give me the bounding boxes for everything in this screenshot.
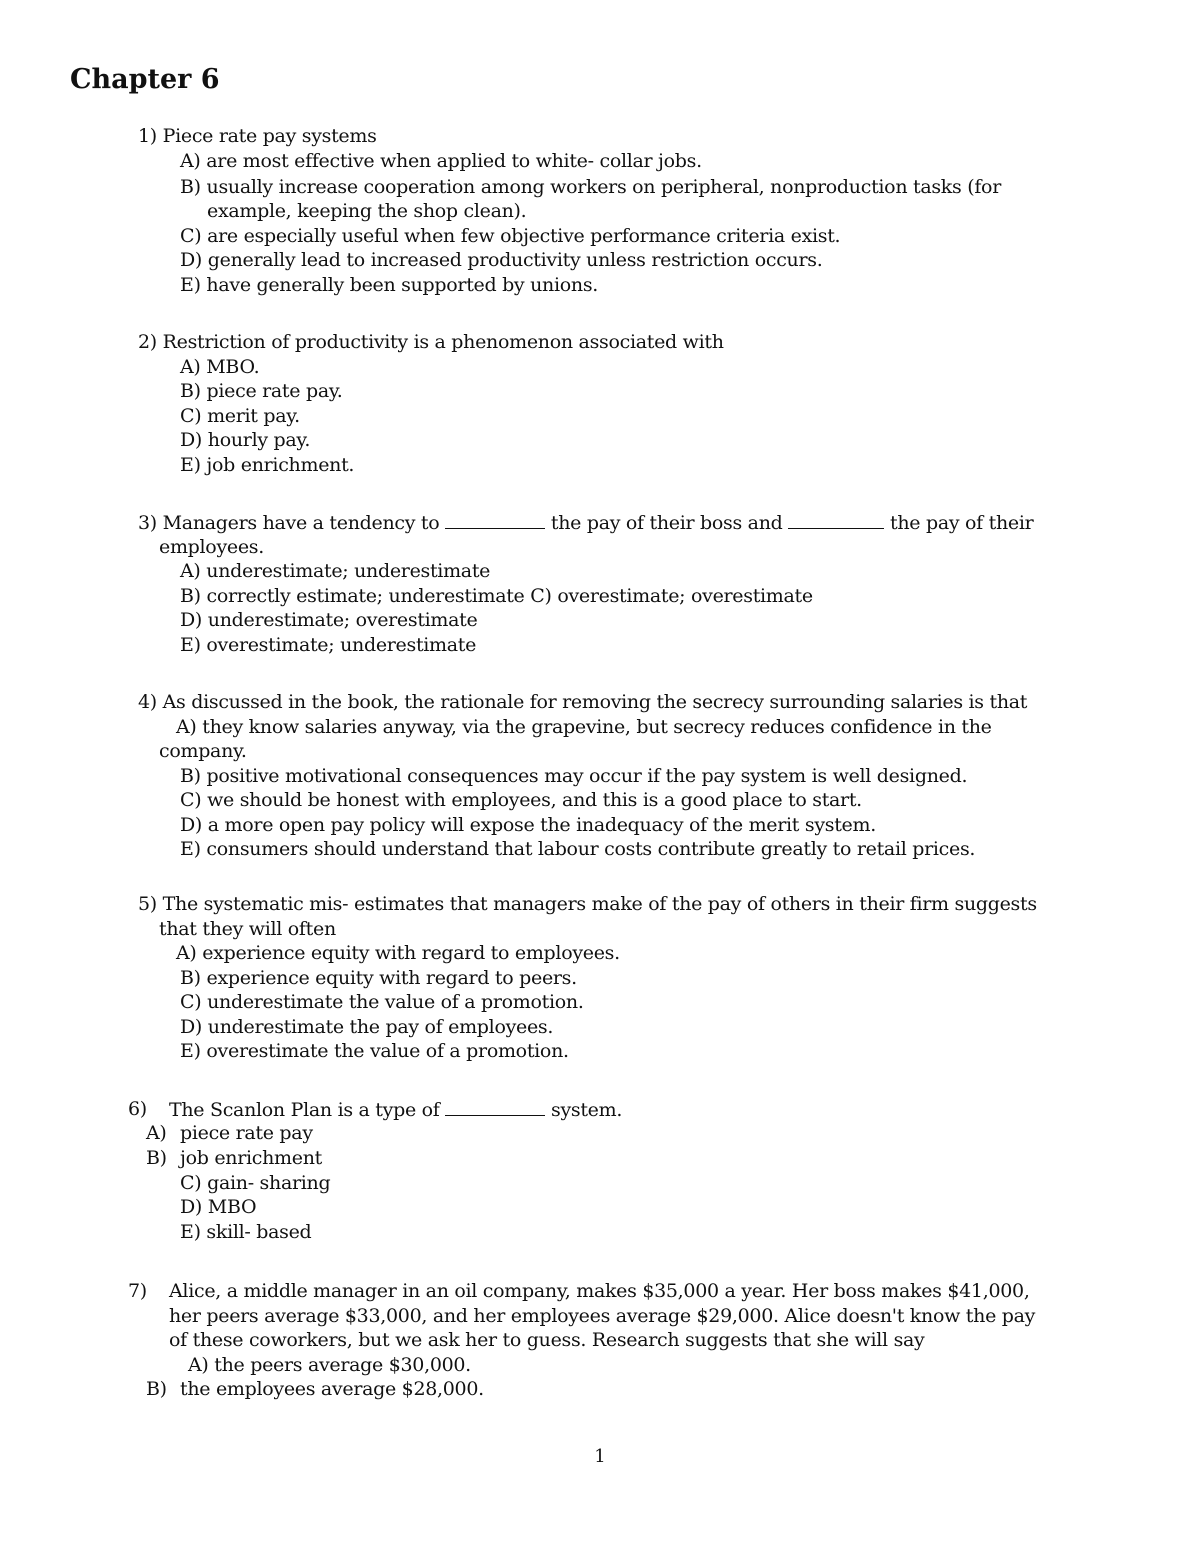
q5-option-c: C) underestimate the value of a promotion. (180, 991, 584, 1013)
q5-stem: 5) The systematic mis- estimates that managers make of the pay of others in their firm suggests (138, 893, 1037, 915)
q7-stem-line1: Alice, a middle manager in an oil company, makes $35,000 a year. Her boss makes $41,000, (169, 1280, 1030, 1302)
q4-option-e: E) consumers should understand that labour costs contribute greatly to retail prices. (180, 838, 976, 860)
q3-option-d: D) underestimate; overestimate (180, 609, 478, 631)
q1-option-c: C) are especially useful when few objective performance criteria exist. (180, 225, 841, 247)
q4-option-b: B) positive motivational consequences may occur if the pay system is well designed. (180, 765, 968, 787)
q7-stem-line2: her peers average $33,000, and her employees average $29,000. Alice doesn't know the pay (169, 1305, 1036, 1327)
q6-option-a: piece rate pay (180, 1122, 313, 1144)
q7-option-b: the employees average $28,000. (180, 1378, 484, 1400)
page-number: 1 (594, 1446, 606, 1467)
q1-option-b-line2: example, keeping the shop clean). (207, 200, 527, 222)
chapter-title: Chapter 6 (70, 64, 220, 95)
q2-option-e: E) job enrichment. (180, 454, 355, 476)
q6-option-d: D) MBO (180, 1196, 257, 1218)
q5-stem-continued: that they will often (159, 918, 336, 940)
q7-option-b-label: B) (146, 1378, 167, 1400)
q3-blank-1 (445, 510, 545, 529)
q5-option-e: E) overestimate the value of a promotion. (180, 1040, 569, 1062)
q3-blank-2 (788, 510, 884, 529)
q5-option-d: D) underestimate the pay of employees. (180, 1016, 554, 1038)
q3-stem-continued: employees. (159, 536, 264, 558)
q2-stem: 2) Restriction of productivity is a phenomenon associated with (138, 331, 724, 353)
q1-option-d: D) generally lead to increased productivity unless restriction occurs. (180, 249, 823, 271)
q6-option-e: E) skill- based (180, 1221, 312, 1243)
q6-stem-part1: The Scanlon Plan is a type of (169, 1099, 440, 1121)
q3-option-b-c: B) correctly estimate; underestimate C) overestimate; overestimate (180, 585, 813, 607)
q4-option-a-line2: company. (159, 740, 247, 762)
q6-option-b: job enrichment (180, 1147, 322, 1169)
q6-option-b-label: B) (146, 1147, 167, 1169)
q4-option-c: C) we should be honest with employees, and this is a good place to start. (180, 789, 862, 811)
q3-stem (138, 510, 1033, 535)
q1-option-e: E) have generally been supported by unions. (180, 274, 599, 296)
q1-option-a: A) are most effective when applied to white- collar jobs. (180, 150, 702, 172)
q6-option-c: C) gain- sharing (180, 1172, 331, 1194)
q5-option-b: B) experience equity with regard to peers. (180, 967, 577, 989)
q5-option-a: A) experience equity with regard to employees. (176, 942, 620, 964)
q6-number: 6) (128, 1098, 147, 1120)
q7-number: 7) (128, 1280, 147, 1302)
q6-stem-part2: system. (551, 1099, 623, 1121)
q1-option-b-line1: B) usually increase cooperation among workers on peripheral, nonproduction tasks (for (180, 176, 1001, 198)
q4-option-a-line1: A) they know salaries anyway, via the grapevine, but secrecy reduces confidence in the (176, 716, 992, 738)
q7-stem-line3: of these coworkers, but we ask her to guess. Research suggests that she will say (169, 1329, 925, 1351)
q4-stem: 4) As discussed in the book, the rationale for removing the secrecy surrounding salaries is that (138, 691, 1028, 713)
q6-blank (445, 1097, 545, 1116)
q3-stem-part1: 3) Managers have a tendency to (138, 512, 440, 534)
q3-stem-part2: the pay of their boss and (550, 512, 783, 534)
q7-option-a: A) the peers average $30,000. (188, 1354, 471, 1376)
q6-option-a-label: A) (146, 1122, 167, 1144)
q4-option-d: D) a more open pay policy will expose the inadequacy of the merit system. (180, 814, 876, 836)
q2-option-d: D) hourly pay. (180, 429, 311, 451)
q2-option-c: C) merit pay. (180, 405, 300, 427)
q3-stem-part3: the pay of their (890, 512, 1034, 534)
q6-stem (169, 1097, 622, 1122)
q2-option-a: A) MBO. (180, 356, 260, 378)
q3-option-a: A) underestimate; underestimate (180, 560, 491, 582)
q3-option-e: E) overestimate; underestimate (180, 634, 477, 656)
q1-stem: 1) Piece rate pay systems (138, 125, 377, 147)
q2-option-b: B) piece rate pay. (180, 380, 343, 402)
